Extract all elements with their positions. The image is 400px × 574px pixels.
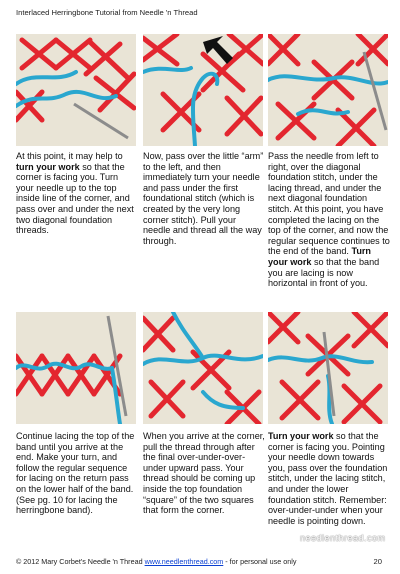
step-5-photo	[143, 312, 263, 424]
step-6-photo	[268, 312, 388, 424]
watermark-logo: needlenthread.com	[300, 533, 386, 543]
step-3-caption: Pass the needle from left to right, over the diagonal foundation stitch, under the lacing thread, and under the next diagonal foundation stitch. At this point, you have completed the lacing on the top of the corner, and now the regular sequence continues to the end of the band. Turn your work so that the band you are lacing is now horizontal in front of you.	[268, 151, 390, 289]
page-footer: © 2012 Mary Corbet's Needle 'n Thread www.needlenthread.com - for personal use only	[16, 557, 297, 566]
step-1-photo	[16, 34, 136, 146]
page-number: 20	[373, 557, 382, 566]
step-1-caption: At this point, it may help to turn your work so that the corner is facing you. Turn your needle up to the top inside line of the corner, and pass over and under the next two diagonal foundation threads.	[16, 151, 134, 236]
step-4-photo	[16, 312, 136, 424]
step-2-photo	[143, 34, 263, 146]
step-5-caption: When you arrive at the corner, pull the thread through after the final over-under-over-under upward pass. Your thread should be coming up inside the top foundation “square” of the two squares that form the corner.	[143, 431, 265, 516]
step-6-caption: Turn your work so that the corner is facing you. Pointing your needle down towards you, pass over the foundation stitch, under the lacing stitch, and under the lower foundation stitch. Remember: over-under-under when your needle is pointing down.	[268, 431, 388, 526]
page-header: Interlaced Herringbone Tutorial from Needle 'n Thread	[16, 8, 198, 17]
step-3-photo	[268, 34, 388, 146]
step-2-caption: Now, pass over the little “arm” to the left, and then immediately turn your needle and pass under the first foundational stitch (which is created by the very long corner stitch). Pull your needle and thread all the way through.	[143, 151, 264, 246]
step-4-caption: Continue lacing the top of the band until you arrive at the end. Make your turn, and follow the regular sequence for lacing on the return pass on the lower half of the band. (See pg. 10 for lacing the herringbone band).	[16, 431, 135, 516]
website-link[interactable]: www.needlenthread.com	[144, 557, 224, 566]
